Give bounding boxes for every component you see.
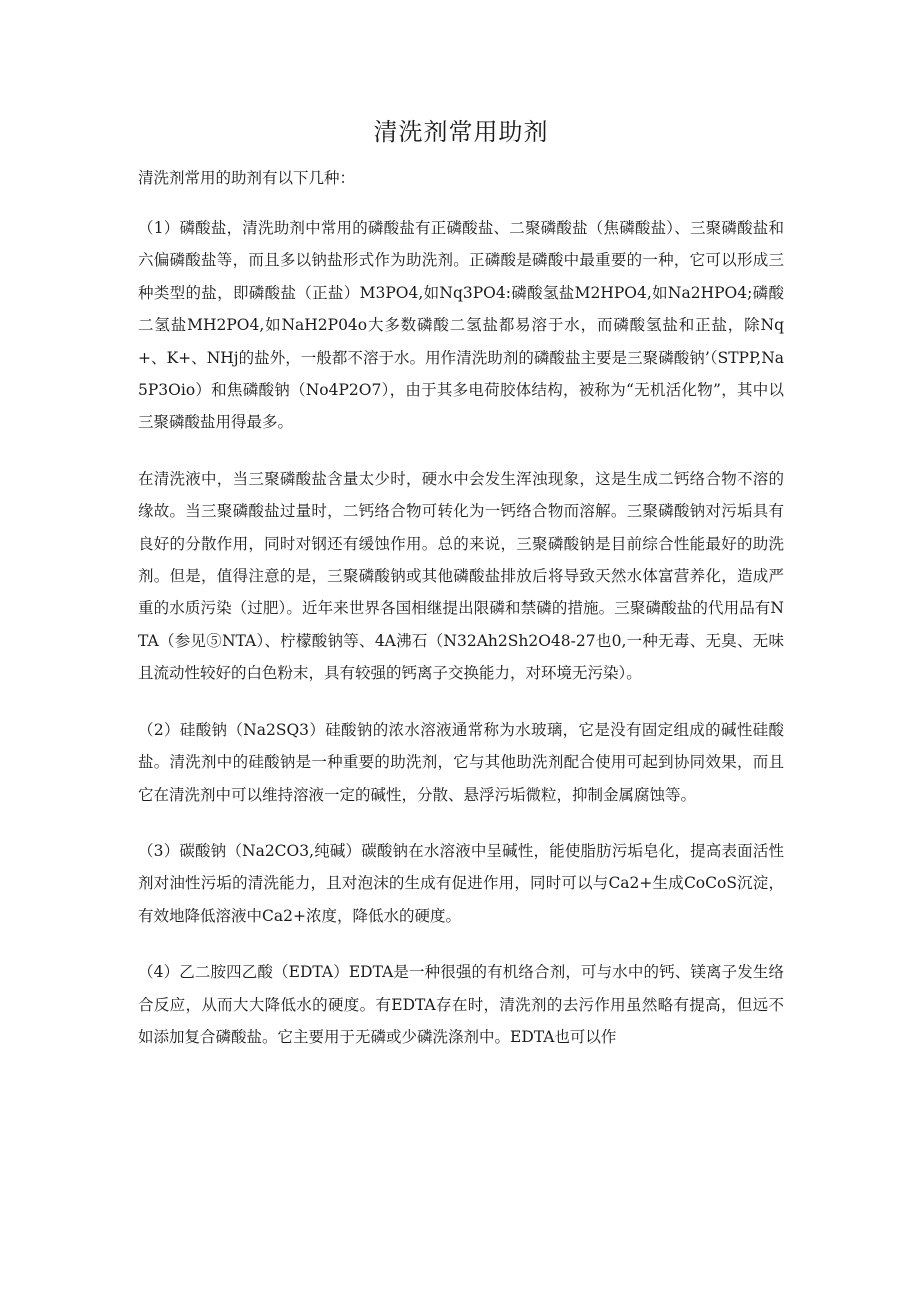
paragraph-sodium-carbonate: （3）碳酸钠（Na2CO3,纯碱）碳酸钠在水溶液中呈碱性，能使脂肪污垢皂化，提高表面活性剂对油性污垢的清洗能力，且对泡沫的生成有促进作用，同时可以与Ca2+生成CoCoS沉淀，有效地降低溶液中Ca2+浓度，降低水的硬度。	[138, 841, 784, 925]
paragraph-edta: （4）乙二胺四乙酸（EDTA）EDTA是一种很强的有机络合剂，可与水中的钙、镁离子发生络合反应，从而大大降低水的硬度。有EDTA存在时，清洗剂的去污作用虽然略有提高，但远不如添加复合磷酸盐。它主要用于无磷或少磷洗涤剂中。EDTA也可以作	[138, 963, 784, 1046]
document-page	[138, 112, 784, 1077]
paragraph-tripolyphosphate: 在清洗液中，当三聚磷酸盐含量太少时，硬水中会发生浑浊现象，这是生成二钙络合物不溶的缘故。当三聚磷酸盐过量时，二钙络合物可转化为一钙络合物而溶解。三聚磷酸钠对污垢具有良好的分散作用，同时对钢还有缓蚀作用。总的来说，三聚磷酸钠是目前综合性能最好的助洗剂。但是，值得注意的是，三聚磷酸钠或其他磷酸盐排放后将导致天然水体富营养化，造成严重的水质污染（过肥）。近年来世界各国相继提出限磷和禁磷的措施。三聚磷酸盐的代用品有NTA（参见⑤NTA）、柠檬酸钠等、4A沸石（N32Ah2Sh2O48-27也0,一种无毒、无臭、无味且流动性较好的白色粉末，具有较强的钙离子交换能力，对环境无污染）。	[138, 469, 784, 683]
intro-line: 清洗剂常用的助剂有以下几种：	[138, 169, 356, 187]
paragraph-phosphates: （1）磷酸盐，清洗助剂中常用的磷酸盐有正磷酸盐、二聚磷酸盐（焦磷酸盐）、三聚磷酸盐和六偏磷酸盐等，而且多以钠盐形式作为助洗剂。正磷酸是磷酸中最重要的一种，它可以形成三种类型的盐，即磷酸盐（正盐）M3PO4,如Nq3PO4:磷酸氢盐M2HPO4,如Na2HPO4;磷酸二氢盐MH2PO4,如NaH2P04o大多数磷酸二氢盐都易溶于水，而磷酸氢盐和正盐，除Nq+、K+、NHj的盐外，一般都不溶于水。用作清洗助剂的磷酸盐主要是三聚磷酸钠’（STPP,Na5P3Oio）和焦磷酸钠（No4P2O7），由于其多电荷胶体结构，被称为“无机活化物”，其中以三聚磷酸盐用得最多。	[138, 219, 784, 432]
paragraph-sodium-silicate: （2）硅酸钠（Na2SQ3）硅酸钠的浓水溶液通常称为水玻璃，它是没有固定组成的碱性硅酸盐。清洗剂中的硅酸钠是一种重要的助洗剂，它与其他助洗剂配合使用可起到协同效果，而且它在清洗剂中可以维持溶液一定的碱性，分散、悬浮污垢微粒，抑制金属腐蚀等。	[138, 720, 784, 804]
document-title: 清洗剂常用助剂	[373, 118, 549, 146]
